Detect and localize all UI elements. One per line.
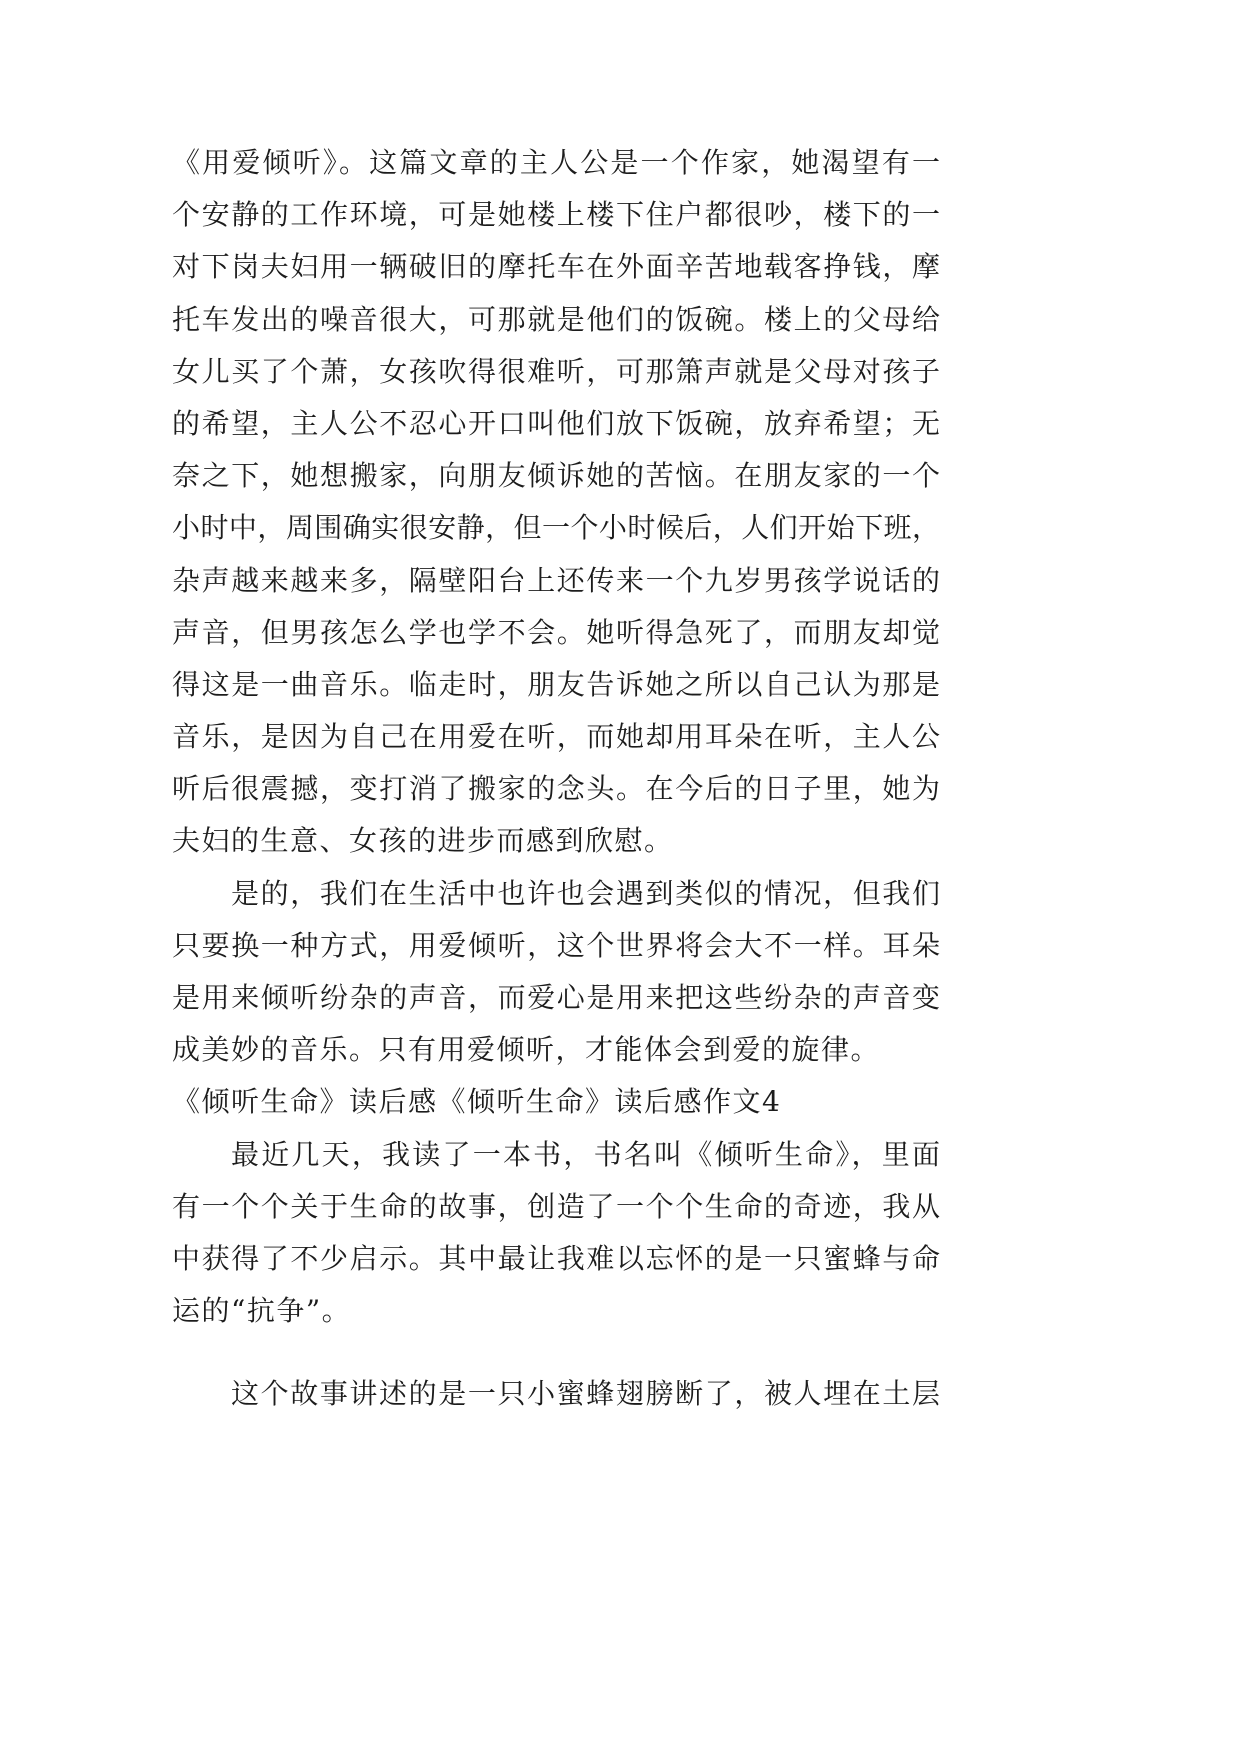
text-line: 这个故事讲述的是一只小蜜蜂翅膀断了，被人埋在土层 [231,1377,942,1411]
text-line: 个安静的工作环境，可是她楼上楼下住户都很吵，楼下的一 [172,198,942,232]
text-line: 得这是一曲音乐。临走时，朋友告诉她之所以自己认为那是 [172,667,942,701]
text-line: 《用爱倾听》。这篇文章的主人公是一个作家，她渴望有一 [172,146,943,179]
text-line: 女儿买了个萧，女孩吹得很难听，可那箫声就是父母对孩子 [172,354,942,388]
text-line: 杂声越来越来多，隔壁阳台上还传来一个九岁男孩学说话的 [172,563,942,597]
text-line: 声音，但男孩怎么学也学不会。她听得急死了，而朋友却觉 [172,615,942,649]
paragraph [172,1368,940,1420]
text-line: 音乐，是因为自己在用爱在听，而她却用耳朵在听，主人公 [172,720,942,754]
section-heading: 《倾听生命》读后感《倾听生命》读后感作文4 [172,1085,782,1119]
text-line: 是的，我们在生活中也许也会遇到类似的情况，但我们 [231,876,942,910]
text-line: 托车发出的噪音很大，可那就是他们的饭碗。楼上的父母给 [172,302,942,336]
text-line: 成美妙的音乐。只有用爱倾听，才能体会到爱的旋律。 [172,1033,881,1067]
text-line: 对下岗夫妇用一辆破旧的摩托车在外面辛苦地载客挣钱，摩 [172,250,942,284]
text-line: 最近几天，我读了一本书，书名叫《倾听生命》，里面 [231,1137,943,1171]
text-line: 奈之下，她想搬家，向朋友倾诉她的苦恼。在朋友家的一个 [172,459,942,493]
text-line: 夫妇的生意、女孩的进步而感到欣慰。 [172,824,674,858]
text-line: 只要换一种方式，用爱倾听，这个世界将会大不一样。耳朵 [172,928,942,962]
text-line: 中获得了不少启示。其中最让我难以忘怀的是一只蜜蜂与命 [172,1241,942,1275]
text-line: 的希望，主人公不忍心开口叫他们放下饭碗，放弃希望；无 [172,406,942,440]
text-line: 运的“抗争”。 [172,1294,352,1328]
text-line: 是用来倾听纷杂的声音，而爱心是用来把这些纷杂的声音变 [172,981,942,1014]
document-body [172,137,943,1421]
text-line: 听后很震撼，变打消了搬家的念头。在今后的日子里，她为 [172,772,942,806]
paragraph [172,137,943,868]
text-line: 小时中，周围确实很安静，但一个小时候后，人们开始下班， [172,511,941,545]
text-line: 有一个个关于生命的故事，创造了一个个生命的奇迹，我从 [172,1189,942,1223]
paragraph [172,1129,943,1338]
paragraph [172,868,940,1077]
